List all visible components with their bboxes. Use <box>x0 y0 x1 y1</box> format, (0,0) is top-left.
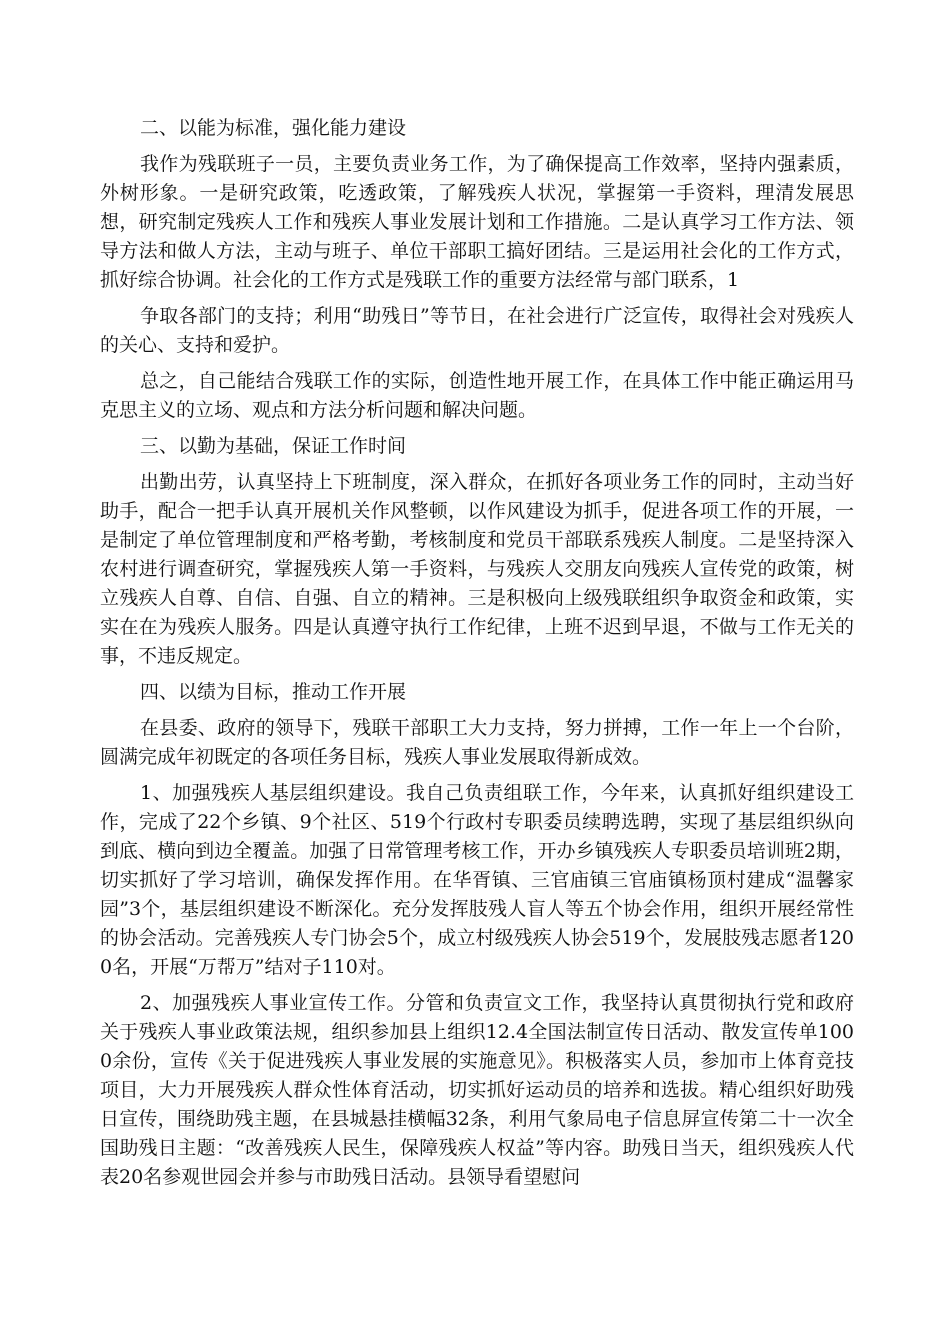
paragraph: 出勤出劳，认真坚持上下班制度，深入群众，在抓好各项业务工作的同时，主动当好助手，配合一把手认真开展机关作风整顿，以作风建设为抓手，促进各项工作的开展，一是制定了单位管理制度和严格考勤，考核制度和党员干部联系残疾人制度。二是坚持深入农村进行调查研究，掌握残疾人第一手资料，与残疾人交朋友向残疾人宣传党的政策，树立残疾人自尊、自信、自强、自立的精神。三是积极向上级残联组织争取资金和政策，实实在在为残疾人服务。四是认真遵守执行工作纪律，上班不迟到早退，不做与工作无关的事，不违反规定。 <box>100 471 854 667</box>
paragraph: 我作为残联班子一员，主要负责业务工作，为了确保提高工作效率，坚持内强素质，外树形象。一是研究政策，吃透政策，了解残疾人状况，掌握第一手资料，理清发展思想，研究制定残疾人工作和残疾人事业发展计划和工作措施。二是认真学习工作方法、领导方法和做人方法，主动与班子、单位干部职工搞好团结。三是运用社会化的工作方式，抓好综合协调。社会化的工作方式是残联工作的重要方法经常与部门联系，1 <box>100 153 854 291</box>
paragraph: 在县委、政府的领导下，残联干部职工大力支持，努力拼搏，工作一年上一个台阶，圆满完成年初既定的各项任务目标，残疾人事业发展取得新成效。 <box>100 717 854 768</box>
document-page <box>100 114 854 1199</box>
paragraph: 争取各部门的支持；利用“助残日”等节日，在社会进行广泛宣传，取得社会对残疾人的关心、支持和爱护。 <box>100 305 854 356</box>
paragraph: 总之，自己能结合残联工作的实际，创造性地开展工作，在具体工作中能正确运用马克思主义的立场、观点和方法分析问题和解决问题。 <box>100 370 854 421</box>
paragraph: 1、加强残疾人基层组织建设。我自己负责组联工作，今年来，认真抓好组织建设工作，完成了22个乡镇、9个社区、519个行政村专职委员续聘选聘，实现了基层组织纵向到底、横向到边全覆盖。加强了日常管理考核工作，开办乡镇残疾人专职委员培训班2期，切实抓好了学习培训，确保发挥作用。在华胥镇、三官庙镇三官庙镇杨顶村建成“温馨家园”3个，基层组织建设不断深化。充分发挥肢残人盲人等五个协会作用，组织开展经常性的协会活动。完善残疾人专门协会5个，成立村级残疾人协会519个，发展肢残志愿者1200名，开展“万帮万”结对子110对。 <box>100 782 854 978</box>
section-heading-3: 三、以勤为基础，保证工作时间 <box>140 435 407 457</box>
section-heading-4: 四、以绩为目标，推动工作开展 <box>140 681 407 703</box>
paragraph: 2、加强残疾人事业宣传工作。分管和负责宣文工作，我坚持认真贯彻执行党和政府关于残疾人事业政策法规，组织参加县上组织12.4全国法制宣传日活动、散发宣传单1000余份，宣传《关于促进残疾人事业发展的实施意见》。积极落实人员，参加市上体育竞技项目，大力开展残疾人群众性体育活动，切实抓好运动员的培养和选拔。精心组织好助残日宣传，围绕助残主题，在县城悬挂横幅32条，利用气象局电子信息屏宣传第二十一次全国助残日主题：“改善残疾人民生，保障残疾人权益”等内容。助残日当天，组织残疾人代表20名参观世园会并参与市助残日活动。县领导看望慰问 <box>100 992 854 1188</box>
section-heading-2: 二、以能为标准，强化能力建设 <box>140 117 407 139</box>
